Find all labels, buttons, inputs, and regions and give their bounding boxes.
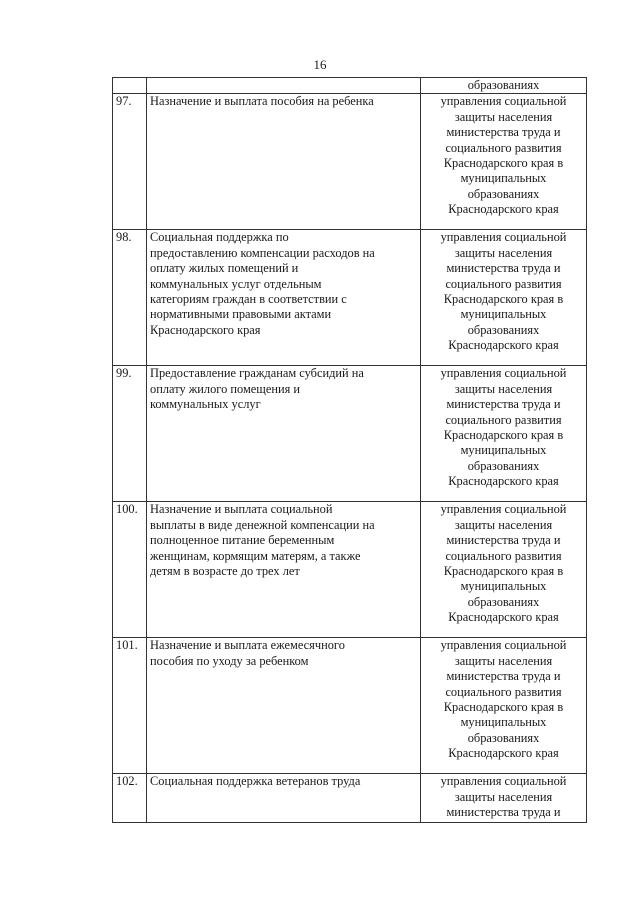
responsible-body-line: Краснодарского края [448,202,559,217]
service-name [147,774,421,823]
responsible-body-line: Краснодарского края [448,610,559,625]
table-row [113,502,587,638]
responsible-body [421,230,587,366]
row-number [113,78,147,94]
responsible-body-line: образованиях [467,594,540,609]
responsible-body-line: министерства труда и [446,397,561,412]
service-name-line: Социальная поддержка по [150,230,289,245]
responsible-body [421,502,587,638]
service-name-line: оплату жилого помещения и [150,381,301,396]
responsible-body-line: управления социальной [440,366,567,381]
page-number: 16 [313,57,327,72]
responsible-body-line: министерства труда и [446,805,561,820]
table-row [113,230,587,366]
responsible-body [421,638,587,774]
service-name-line: женщинам, кормящим матерям, а также [150,548,361,563]
service-name-line: Назначение и выплата ежемесячного [150,638,345,653]
responsible-body-line: социального развития [445,548,562,563]
responsible-body-line: образованиях [467,322,540,337]
service-name [147,638,421,774]
service-name-line: полноценное питание беременным [150,533,335,548]
service-name [147,366,421,502]
service-name-line: выплаты в виде денежной компенсации на [150,517,375,532]
service-name-line: коммунальных услуг отдельным [150,276,322,291]
table-row [113,638,587,774]
responsible-body-line: муниципальных [460,443,547,458]
responsible-body-line: управления социальной [440,638,567,653]
responsible-body-line: защиты населения [454,381,553,396]
responsible-body-line: Краснодарского края в [443,564,564,579]
responsible-body-line: муниципальных [460,307,547,322]
responsible-body-line: управления социальной [440,774,567,789]
row-number: 100. [113,502,147,638]
responsible-body-line: министерства труда и [446,669,561,684]
responsible-body-line: защиты населения [454,109,553,124]
responsible-body-line: образованиях [467,186,540,201]
responsible-body-line: образованиях [467,730,540,745]
responsible-body-line: Краснодарского края в [443,428,564,443]
responsible-body-line: управления социальной [440,230,567,245]
responsible-body-line: Краснодарского края в [443,700,564,715]
row-number: 98. [113,230,147,366]
responsible-body-line: защиты населения [454,789,553,804]
service-name-line: Назначение и выплата пособия на ребенка [150,94,374,109]
service-name [147,230,421,366]
services-table [112,77,587,823]
service-name [147,78,421,94]
service-name-line: Социальная поддержка ветеранов труда [150,774,361,789]
responsible-body-line: министерства труда и [446,125,561,140]
row-number: 99. [113,366,147,502]
responsible-body-line: социального развития [445,276,562,291]
responsible-body-line: министерства труда и [446,533,561,548]
service-name-line: нормативными правовыми актами [150,307,332,322]
service-name-line: категориям граждан в соответствии с [150,292,347,307]
responsible-body-line: муниципальных [460,579,547,594]
responsible-body [421,78,587,94]
service-name-line: оплату жилых помещений и [150,261,299,276]
service-name-line: Предоставление гражданам субсидий на [150,366,364,381]
responsible-body-line: управления социальной [440,94,567,109]
responsible-body-line: муниципальных [460,171,547,186]
responsible-body-line: Краснодарского края [448,474,559,489]
row-number: 97. [113,94,147,230]
table-row-continuation [113,78,587,94]
service-name [147,94,421,230]
service-name-line: детям в возрасте до трех лет [150,564,300,579]
responsible-body-line: образованиях [467,458,540,473]
responsible-body [421,774,587,823]
responsible-body-line: социального развития [445,684,562,699]
row-number: 101. [113,638,147,774]
responsible-body-line: защиты населения [454,517,553,532]
service-name-line: Назначение и выплата социальной [150,502,333,517]
responsible-body-line: Краснодарского края [448,338,559,353]
service-name [147,502,421,638]
responsible-body-line: защиты населения [454,245,553,260]
responsible-body [421,366,587,502]
responsible-body-line: Краснодарского края в [443,292,564,307]
service-name-line: Краснодарского края [150,322,261,337]
responsible-body-line: управления социальной [440,502,567,517]
responsible-body-line: образованиях [467,78,540,92]
responsible-body-line: социального развития [445,412,562,427]
table-row [113,366,587,502]
responsible-body-line: защиты населения [454,653,553,668]
responsible-body-line: социального развития [445,140,562,155]
responsible-body [421,94,587,230]
responsible-body-line: Краснодарского края [448,746,559,761]
responsible-body-line: Краснодарского края в [443,156,564,171]
table-row [113,774,587,823]
service-name-line: предоставлению компенсации расходов на [150,245,375,260]
service-name-line: пособия по уходу за ребенком [150,653,309,668]
responsible-body-line: муниципальных [460,715,547,730]
service-name-line: коммунальных услуг [150,397,261,412]
row-number: 102. [113,774,147,823]
table-row [113,94,587,230]
responsible-body-line: министерства труда и [446,261,561,276]
